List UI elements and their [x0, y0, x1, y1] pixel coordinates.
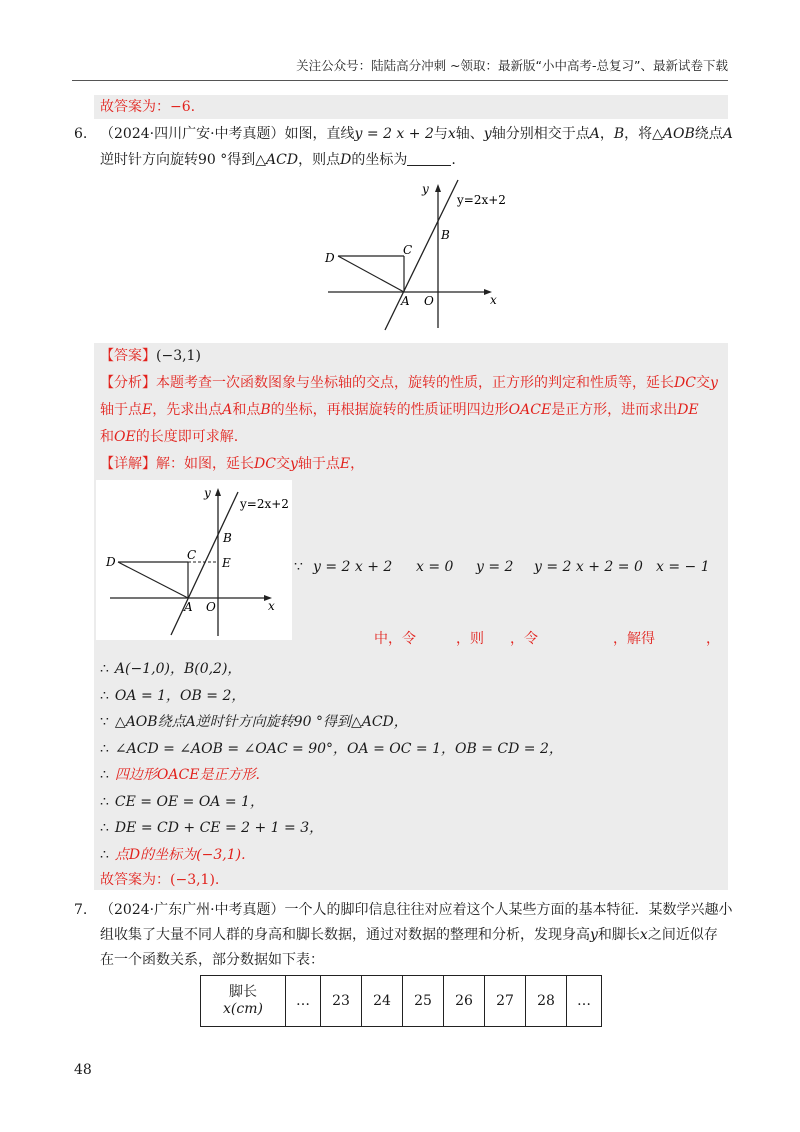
detail-line: 【详解】解：如图，延长DC交y轴于点E， — [100, 456, 365, 472]
fig1-line-label: y=2x+2 — [457, 193, 506, 207]
fig1-B-label: B — [441, 228, 450, 242]
table-cell: 24 — [362, 976, 403, 1027]
line-y-2x-2 — [385, 180, 458, 330]
step-text: △AOB绕点A逆时针方向旋转90 °得到△ACD， — [114, 714, 408, 730]
page-number: 48 — [74, 1062, 92, 1078]
y-axis-arrow — [435, 184, 441, 192]
solution-step — [100, 818, 323, 838]
fig1-C-label: C — [403, 243, 413, 257]
fig1-O-label: O — [424, 294, 434, 308]
fig1-D-label: D — [325, 251, 335, 265]
step-symbol: ∴ — [100, 661, 109, 677]
solution-step — [100, 739, 563, 759]
step-text: DE = CD + CE = 2 + 1 = 3， — [114, 820, 324, 836]
question-7-line2: 组收集了大量不同人群的身高和脚长数据，通过对数据的整理和分析，发现身高y和脚长x之间近似存 — [100, 927, 718, 943]
prev-answer: 故答案为：−6. — [100, 99, 196, 115]
fig2-x-label: x — [268, 599, 275, 613]
red-text-d: ，解得 — [613, 631, 655, 647]
question-7-line3: 在一个函数关系，部分数据如下表： — [100, 952, 324, 968]
solution-step — [100, 712, 408, 732]
question-6-line2: 逆时针方向旋转90 °得到△ACD，则点D的坐标为 . — [100, 152, 456, 168]
table-cell: 26 — [444, 976, 485, 1027]
page-header: 关注公众号：陆陆高分冲刺 ~领取：最新版“小中高考-总复习”、最新试卷下载 — [296, 58, 728, 73]
red-text-a: 中，令 — [374, 631, 416, 647]
fig2-y-label: y — [204, 486, 211, 500]
answer-line: 【答案】(−3,1) — [100, 348, 201, 364]
question-7-line1: （2024·广东广州·中考真题）一个人的脚印信息往往对应着这个人某些方面的基本特征．某数学兴趣小 — [100, 902, 733, 918]
step-symbol: ∵ — [100, 714, 109, 730]
solution-step — [100, 686, 245, 706]
fig2-C-label: C — [187, 548, 197, 562]
solution-step — [100, 659, 241, 679]
table-cell: 28 — [526, 976, 567, 1027]
fig1-x-label: x — [490, 293, 497, 307]
table-row — [201, 976, 602, 1027]
step-text: 点D的坐标为(−3,1). — [114, 846, 246, 863]
solution-step — [100, 845, 246, 865]
table-cell: … — [567, 976, 602, 1027]
step-symbol: ∴ — [100, 740, 109, 757]
step-symbol: ∴ — [100, 820, 109, 836]
eq-x0: x = 0 — [416, 559, 454, 575]
analysis-line1: 【分析】本题考查一次函数图象与坐标轴的交点，旋转的性质，正方形的判定和性质等，延长DC交y — [100, 375, 718, 391]
eq-zero: y = 2 x + 2 = 0 — [534, 559, 643, 575]
fig2-E-label: E — [222, 556, 231, 570]
eq-y2: y = 2 — [476, 559, 514, 575]
answer-blank — [407, 151, 451, 166]
red-text-e: ， — [706, 631, 720, 647]
final-answer: 故答案为：(−3,1). — [100, 872, 220, 888]
eq-x-neg1: x = − 1 — [656, 559, 710, 575]
header-rule — [72, 80, 728, 81]
step-text: 四边形OACE是正方形. — [114, 767, 260, 783]
analysis-line2: 轴于点E，先求出点A和点B的坐标，再根据旋转的性质证明四边形OACE是正方形，进而求出DE — [100, 402, 699, 418]
figure-2-graph — [96, 480, 292, 640]
step-text: ∠ACD = ∠AOB = ∠OAC = 90°，OA = OC = 1，OB = CD = 2， — [114, 740, 563, 757]
fig2-A-label: A — [184, 600, 193, 614]
table-cell: 23 — [321, 976, 362, 1027]
data-table — [200, 975, 602, 1027]
segment-DA — [338, 256, 404, 292]
question-7-number: 7. — [74, 902, 88, 918]
step-text: CE = OE = OA = 1， — [114, 793, 264, 810]
figure-1-graph — [318, 178, 518, 340]
fig2-O-label: O — [206, 600, 216, 614]
table-cell: 27 — [485, 976, 526, 1027]
question-6-line1: （2024·四川广安·中考真题）如图，直线y = 2 x + 2与x轴、y轴分别相交于点A，B，将△AOB绕点A — [100, 126, 733, 142]
red-text-b: ，则 — [456, 631, 484, 647]
fig1-A-label: A — [401, 294, 410, 308]
step-text: OA = 1，OB = 2， — [114, 687, 246, 704]
eq-line: y = 2 x + 2 — [313, 559, 393, 575]
solution-step — [100, 765, 260, 785]
because-symbol: ∵ — [294, 559, 303, 575]
solution-step — [100, 792, 264, 812]
step-symbol: ∴ — [100, 687, 109, 704]
step-symbol: ∴ — [100, 793, 109, 810]
step-symbol: ∴ — [100, 767, 109, 783]
fig2-line-label: y=2x+2 — [240, 497, 289, 511]
table-header-cell: 脚长 x(cm) — [201, 976, 286, 1027]
red-text-c: ，令 — [510, 631, 538, 647]
question-6-number: 6. — [74, 126, 88, 142]
table-cell: 25 — [403, 976, 444, 1027]
fig1-y-label: y — [422, 182, 429, 196]
fig2-B-label: B — [223, 531, 232, 545]
analysis-line3: 和OE的长度即可求解. — [100, 429, 239, 445]
step-symbol: ∴ — [100, 846, 109, 863]
step-text: A(−1,0)，B(0,2)， — [114, 661, 242, 677]
table-cell: … — [286, 976, 321, 1027]
fig2-D-label: D — [106, 555, 116, 569]
